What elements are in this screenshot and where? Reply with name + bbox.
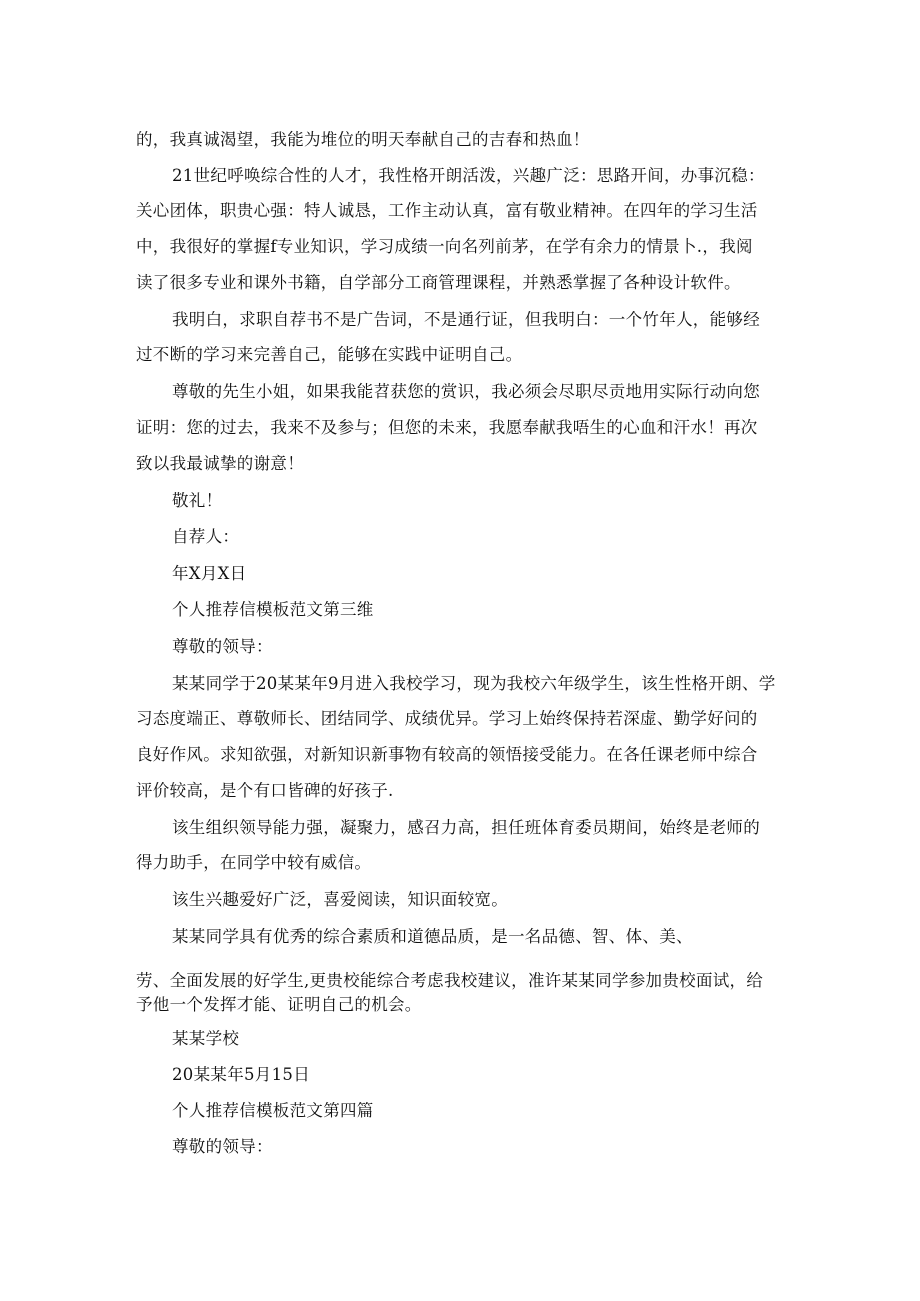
text-line: 关心团体，职贵心强：特人诚恳，工作主动认真，富有敬业精神。在四年的学习生活	[136, 201, 758, 220]
signature-school: 某某学校	[172, 1029, 240, 1048]
text-line: 致以我最诚挚的谢意！	[136, 454, 304, 473]
section-heading: 个人推荐信模板范文第三维	[172, 600, 374, 619]
salutation: 尊敬的领导：	[172, 637, 273, 656]
text-line: 敬礼！	[172, 491, 223, 510]
text-line: 过不断的学习来完善自己，能够在实践中证明自己。	[136, 345, 523, 364]
text-line: 21世纪呼唤综合性的人才，我性格开朗活泼，兴趣广泛：思路开间，办事沉稳：	[172, 166, 765, 185]
text-line: 予他一个发挥才能、证明自己的机会。	[136, 995, 422, 1014]
text-line: 中，我很好的掌握f专业知识，学习成绩一向名列前茅，在学有余力的情景卜.，我阅	[136, 237, 753, 256]
text-line: 习态度端正、尊敬师长、团结同学、成绩优异。学习上始终保持若深虚、勤学好问的	[136, 709, 758, 728]
text-line: 我明白，求职自荐书不是广告词，不是通行证，但我明白：一个竹年人，能够经	[172, 310, 760, 329]
text-line: 读了很多专业和课外书籍，自学部分工商管理课程，并熟悉掌握了各种设计软件。	[136, 273, 741, 292]
text-line: 某某同学于20某某年9月进入我校学习，现为我校六年级学生，该生性格开朗、学	[172, 674, 776, 693]
text-line: 该生组织领导能力强，凝聚力，感召力高，担任班体育委员期间，始终是老师的	[172, 818, 760, 837]
salutation: 尊敬的领导：	[172, 1137, 273, 1156]
text-line: 证明：您的过去，我来不及参与；但您的未来，我愿奉献我唔生的心血和汗水！再次	[136, 418, 758, 437]
text-line: 劳、全面发展的好学生,更贵校能综合考虑我校建议，准许某某同学参加贵校面试，给	[136, 971, 764, 990]
text-line: 评价较高，是个有口皆碑的好孩子.	[136, 781, 394, 800]
text-line: 某某同学具有优秀的综合素质和道德品质，是一名品德、智、体、美、	[172, 927, 693, 946]
signature-date: 20某某年5月15日	[172, 1065, 310, 1084]
text-line: 良好作风。求知欲强，对新知识新事物有较高的领悟接受能力。在各任课老师中综合	[136, 745, 758, 764]
text-line: 该生兴趣爱好广泛，喜爱阅读，知识面较宽。	[172, 890, 508, 909]
section-heading: 个人推荐信模板范文第四篇	[172, 1101, 374, 1120]
text-line: 年X月X日	[172, 564, 247, 583]
text-line: 得力助手，在同学中较有威信。	[136, 853, 372, 872]
text-line: 自荐人：	[172, 527, 240, 546]
text-line: 尊敬的先生小姐，如果我能苕获您的赏识，我必须会尽职尽贡地用实际行动向您	[172, 382, 760, 401]
text-line: 的，我真诚渴望，我能为堆位的明天奉献自己的吉春和热血！	[136, 130, 590, 149]
